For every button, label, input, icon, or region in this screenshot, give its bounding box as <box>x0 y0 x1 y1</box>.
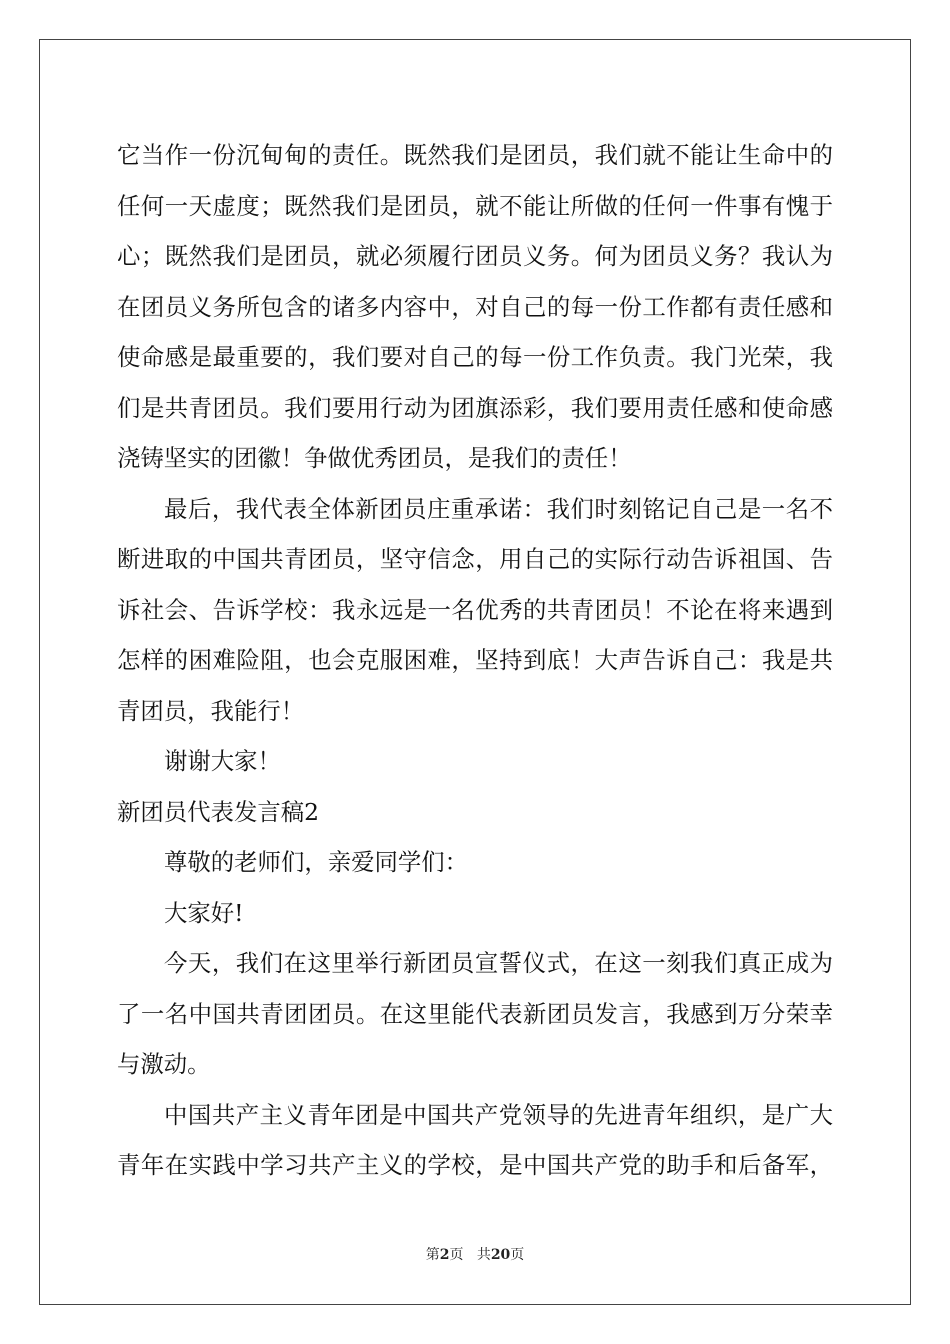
text-line: 了一名中国共青团团员。在这里能代表新团员发言，我感到万分荣幸 <box>117 999 833 1028</box>
text-line: 青年在实践中学习共产主义的学校，是中国共产党的助手和后备军， <box>117 1151 833 1179</box>
total-pages-number: 20 <box>490 1247 511 1263</box>
text-line: 青团员，我能行！ <box>117 696 305 725</box>
text-line: 它当作一份沉甸甸的责任。既然我们是团员，我们就不能让生命中的 <box>117 141 833 169</box>
text-line: 尊敬的老师们，亲爱同学们： <box>164 848 469 876</box>
text-line: 怎样的困难险阻，也会克服困难，坚持到底！大声告诉自己：我是共 <box>117 646 833 674</box>
text-line: 大家好! <box>164 898 244 927</box>
text-line: 浇铸坚实的团徽！争做优秀团员，是我们的责任！ <box>117 444 632 472</box>
text-line: 诉社会、告诉学校：我永远是一名优秀的共青团员！不论在将来遇到 <box>117 595 833 624</box>
page-footer <box>0 1244 950 1264</box>
text-line: 断进取的中国共青团员，坚守信念，用自己的实际行动告诉祖国、告 <box>117 545 833 573</box>
footer-total-prefix: 共 <box>476 1247 491 1263</box>
footer-page-word: 页 <box>449 1247 464 1263</box>
text-line: 今天，我们在这里举行新团员宣誓仪式，在这一刻我们真正成为 <box>164 949 833 977</box>
text-line: 中国共产主义青年团是中国共产党领导的先进青年组织，是广大 <box>164 1100 833 1129</box>
text-line: 谢谢大家！ <box>164 747 281 775</box>
text-line: 心；既然我们是团员，就必须履行团员义务。何为团员义务？我认为 <box>117 242 833 270</box>
text-line: 在团员义务所包含的诸多内容中，对自己的每一份工作都有责任感和 <box>117 292 833 321</box>
text-line: 们是共青团员。我们要用行动为团旗添彩，我们要用责任感和使命感 <box>117 393 833 422</box>
current-page-number: 2 <box>439 1247 450 1263</box>
footer-total-suffix: 页 <box>510 1247 525 1263</box>
document-body <box>117 130 833 1191</box>
text-line: 与激动。 <box>117 1050 211 1078</box>
footer-prefix: 第 <box>425 1247 440 1263</box>
text-line: 任何一天虚度；既然我们是团员，就不能让所做的任何一件事有愧于 <box>117 191 833 220</box>
text-line: 最后，我代表全体新团员庄重承诺：我们时刻铭记自己是一名不 <box>164 494 833 523</box>
text-line: 新团员代表发言稿2 <box>117 797 320 826</box>
text-line: 使命感是最重要的，我们要对自己的每一份工作负责。我门光荣，我 <box>117 343 833 371</box>
